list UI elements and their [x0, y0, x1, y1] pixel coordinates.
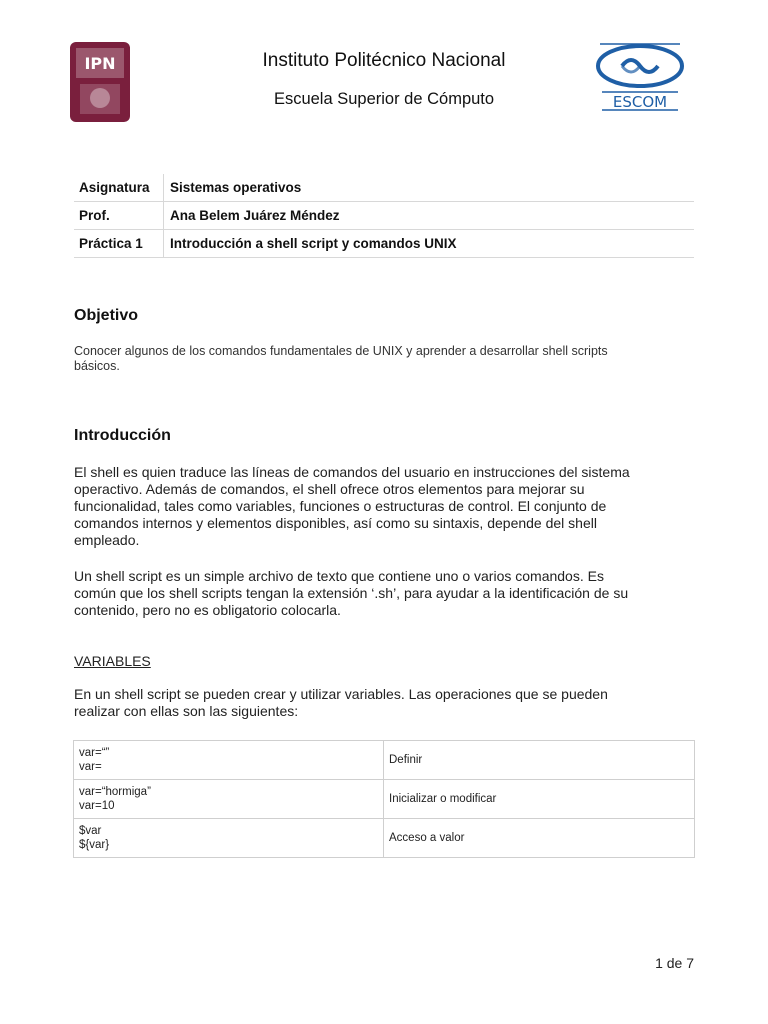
text-line: operactivo. Además de comandos, el shell ofrece otros elementos para mejorar su: [74, 481, 585, 497]
info-value: Ana Belem Juárez Méndez: [170, 208, 340, 223]
text-line: Conocer algunos de los comandos fundamentales de UNIX y aprender a desarrollar shell scripts: [74, 344, 608, 358]
page-number: 1 de 7: [655, 955, 694, 971]
objetivo-heading: Objetivo: [74, 307, 139, 324]
description-cell: Definir: [384, 741, 695, 780]
table-row: [74, 819, 695, 858]
info-row-practice: [74, 230, 694, 258]
text-line: Un shell script es un simple archivo de texto que contiene uno o varios comandos. Es: [74, 568, 604, 584]
info-row-professor: [74, 202, 694, 230]
code-line: var=“hormiga”: [79, 786, 151, 798]
text-line: común que los shell scripts tengan la extensión ‘.sh’, para ayudar a la identificación de su: [74, 585, 629, 601]
code-line: var=: [79, 761, 102, 773]
description-cell: Acceso a valor: [384, 819, 695, 858]
school-title: Escuela Superior de Cómputo: [273, 90, 495, 108]
ipn-logo: [68, 40, 132, 124]
info-key: Prof.: [74, 202, 164, 229]
course-info-table: [74, 174, 694, 258]
text-line: comandos internos y elementos disponibles, así como su sintaxis, depende del shell: [74, 515, 597, 531]
intro-heading: Introducción: [74, 427, 171, 444]
info-value: Introducción a shell script y comandos UNIX: [170, 236, 457, 251]
text-line: realizar con ellas son las siguientes:: [74, 703, 299, 719]
text-line: En un shell script se pueden crear y utilizar variables. Las operaciones que se pueden: [74, 686, 608, 702]
table-row: [74, 780, 695, 819]
text-line: básicos.: [74, 359, 120, 373]
intro-paragraph-1: [74, 464, 696, 549]
variables-paragraph: [74, 686, 694, 720]
text-line: El shell es quien traduce las líneas de comandos del usuario en instrucciones del sistema: [74, 464, 630, 480]
text-line: funcionalidad, tales como variables, funciones o estructuras de control. El conjunto de: [74, 498, 607, 514]
description-cell: Inicializar o modificar: [384, 780, 695, 819]
info-row-subject: [74, 174, 694, 202]
objetivo-paragraph: [74, 344, 694, 374]
code-line: $var: [79, 825, 102, 837]
code-cell: [74, 819, 384, 858]
code-line: var=10: [79, 800, 115, 812]
info-key: Práctica 1: [74, 230, 164, 257]
institution-title: Instituto Politécnico Nacional: [262, 50, 506, 71]
ipn-logo-text: IPN: [84, 54, 116, 73]
table-row: [74, 741, 695, 780]
code-cell: [74, 741, 384, 780]
text-line: contenido, pero no es obligatorio colocarla.: [74, 602, 341, 618]
text-line: empleado.: [74, 532, 140, 548]
variables-heading: VARIABLES: [74, 653, 151, 669]
info-key: Asignatura: [74, 174, 164, 201]
variables-table: [73, 740, 695, 858]
code-line: var=“”: [79, 747, 110, 759]
code-line: ${var}: [79, 839, 110, 851]
info-value: Sistemas operativos: [170, 180, 302, 195]
escom-logo-text: ESCOM: [612, 93, 668, 111]
code-cell: [74, 780, 384, 819]
intro-paragraph-2: [74, 568, 696, 619]
